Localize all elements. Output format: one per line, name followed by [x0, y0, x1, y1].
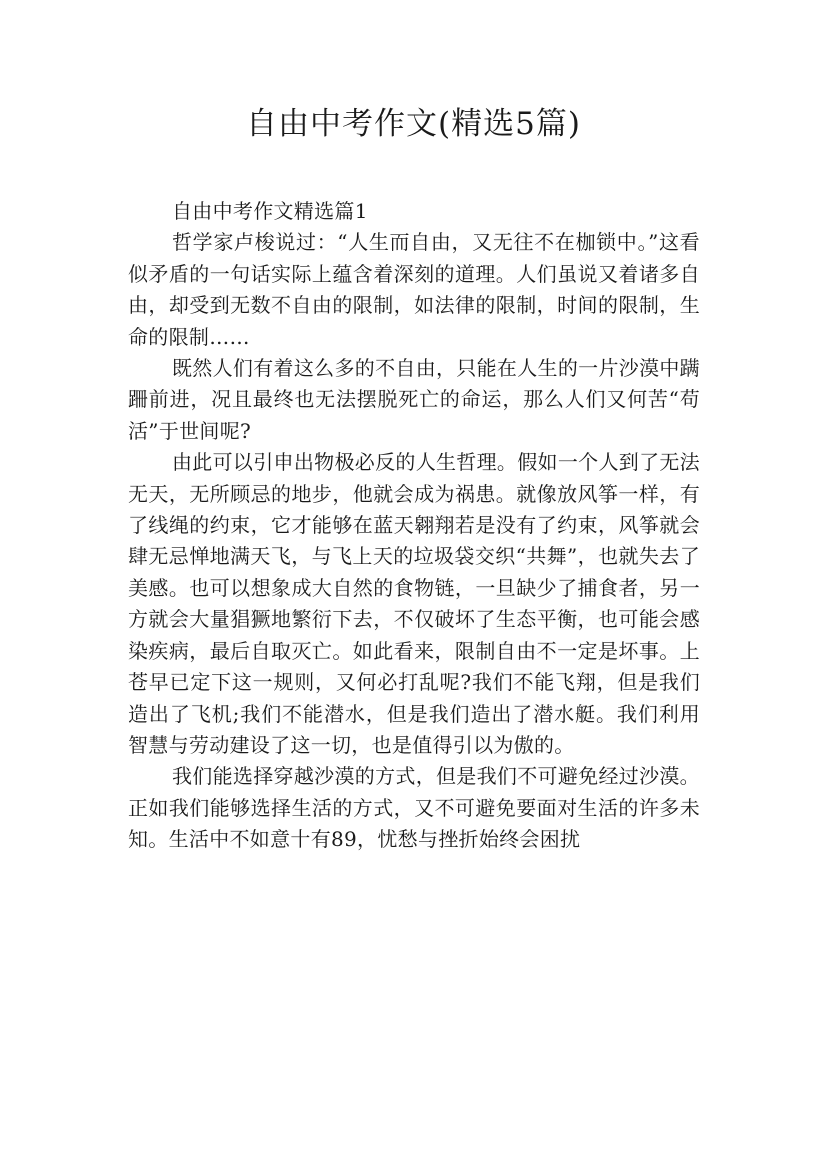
- paragraph-4: 我们能选择穿越沙漠的方式，但是我们不可避免经过沙漠。正如我们能够选择生活的方式，又不可避免要面对生活的许多未知。生活中不如意十有89，忧愁与挫折始终会困扰: [128, 764, 700, 852]
- document-body: [128, 196, 700, 856]
- section-heading: 自由中考作文精选篇1: [172, 199, 368, 223]
- paragraph-1: 哲学家卢梭说过：“人生而自由，又无往不在枷锁中。”这看似矛盾的一句话实际上蕴含着深刻的道理。人们虽说又着诸多自由，却受到无数不自由的限制，如法律的限制，时间的限制，生命的限制……: [128, 230, 700, 349]
- paragraph-2: 既然人们有着这么多的不自由，只能在人生的一片沙漠中蹒跚前进，况且最终也无法摆脱死亡的命运，那么人们又何苦“苟活”于世间呢?: [128, 356, 700, 443]
- paragraph-3: 由此可以引申出物极必反的人生哲理。假如一个人到了无法无天，无所顾忌的地步，他就会成为祸患。就像放风筝一样，有了线绳的约束，它才能够在蓝天翱翔若是没有了约束，风筝就会肆无忌惮地满天飞，与飞上天的垃圾袋交织“共舞”，也就失去了美感。也可以想象成大自然的食物链，一旦缺少了捕食者，另一方就会大量猖獗地繁衍下去，不仅破坏了生态平衡，也可能会感染疾病，最后自取灭亡。如此看来，限制自由不一定是坏事。上苍早已定下这一规则，又何必打乱呢?我们不能飞翔，但是我们造出了飞机;我们不能潜水，但是我们造出了潜水艇。我们利用智慧与劳动建设了这一切，也是值得引以为傲的。: [128, 450, 700, 757]
- document-title: 自由中考作文(精选5篇): [246, 106, 581, 142]
